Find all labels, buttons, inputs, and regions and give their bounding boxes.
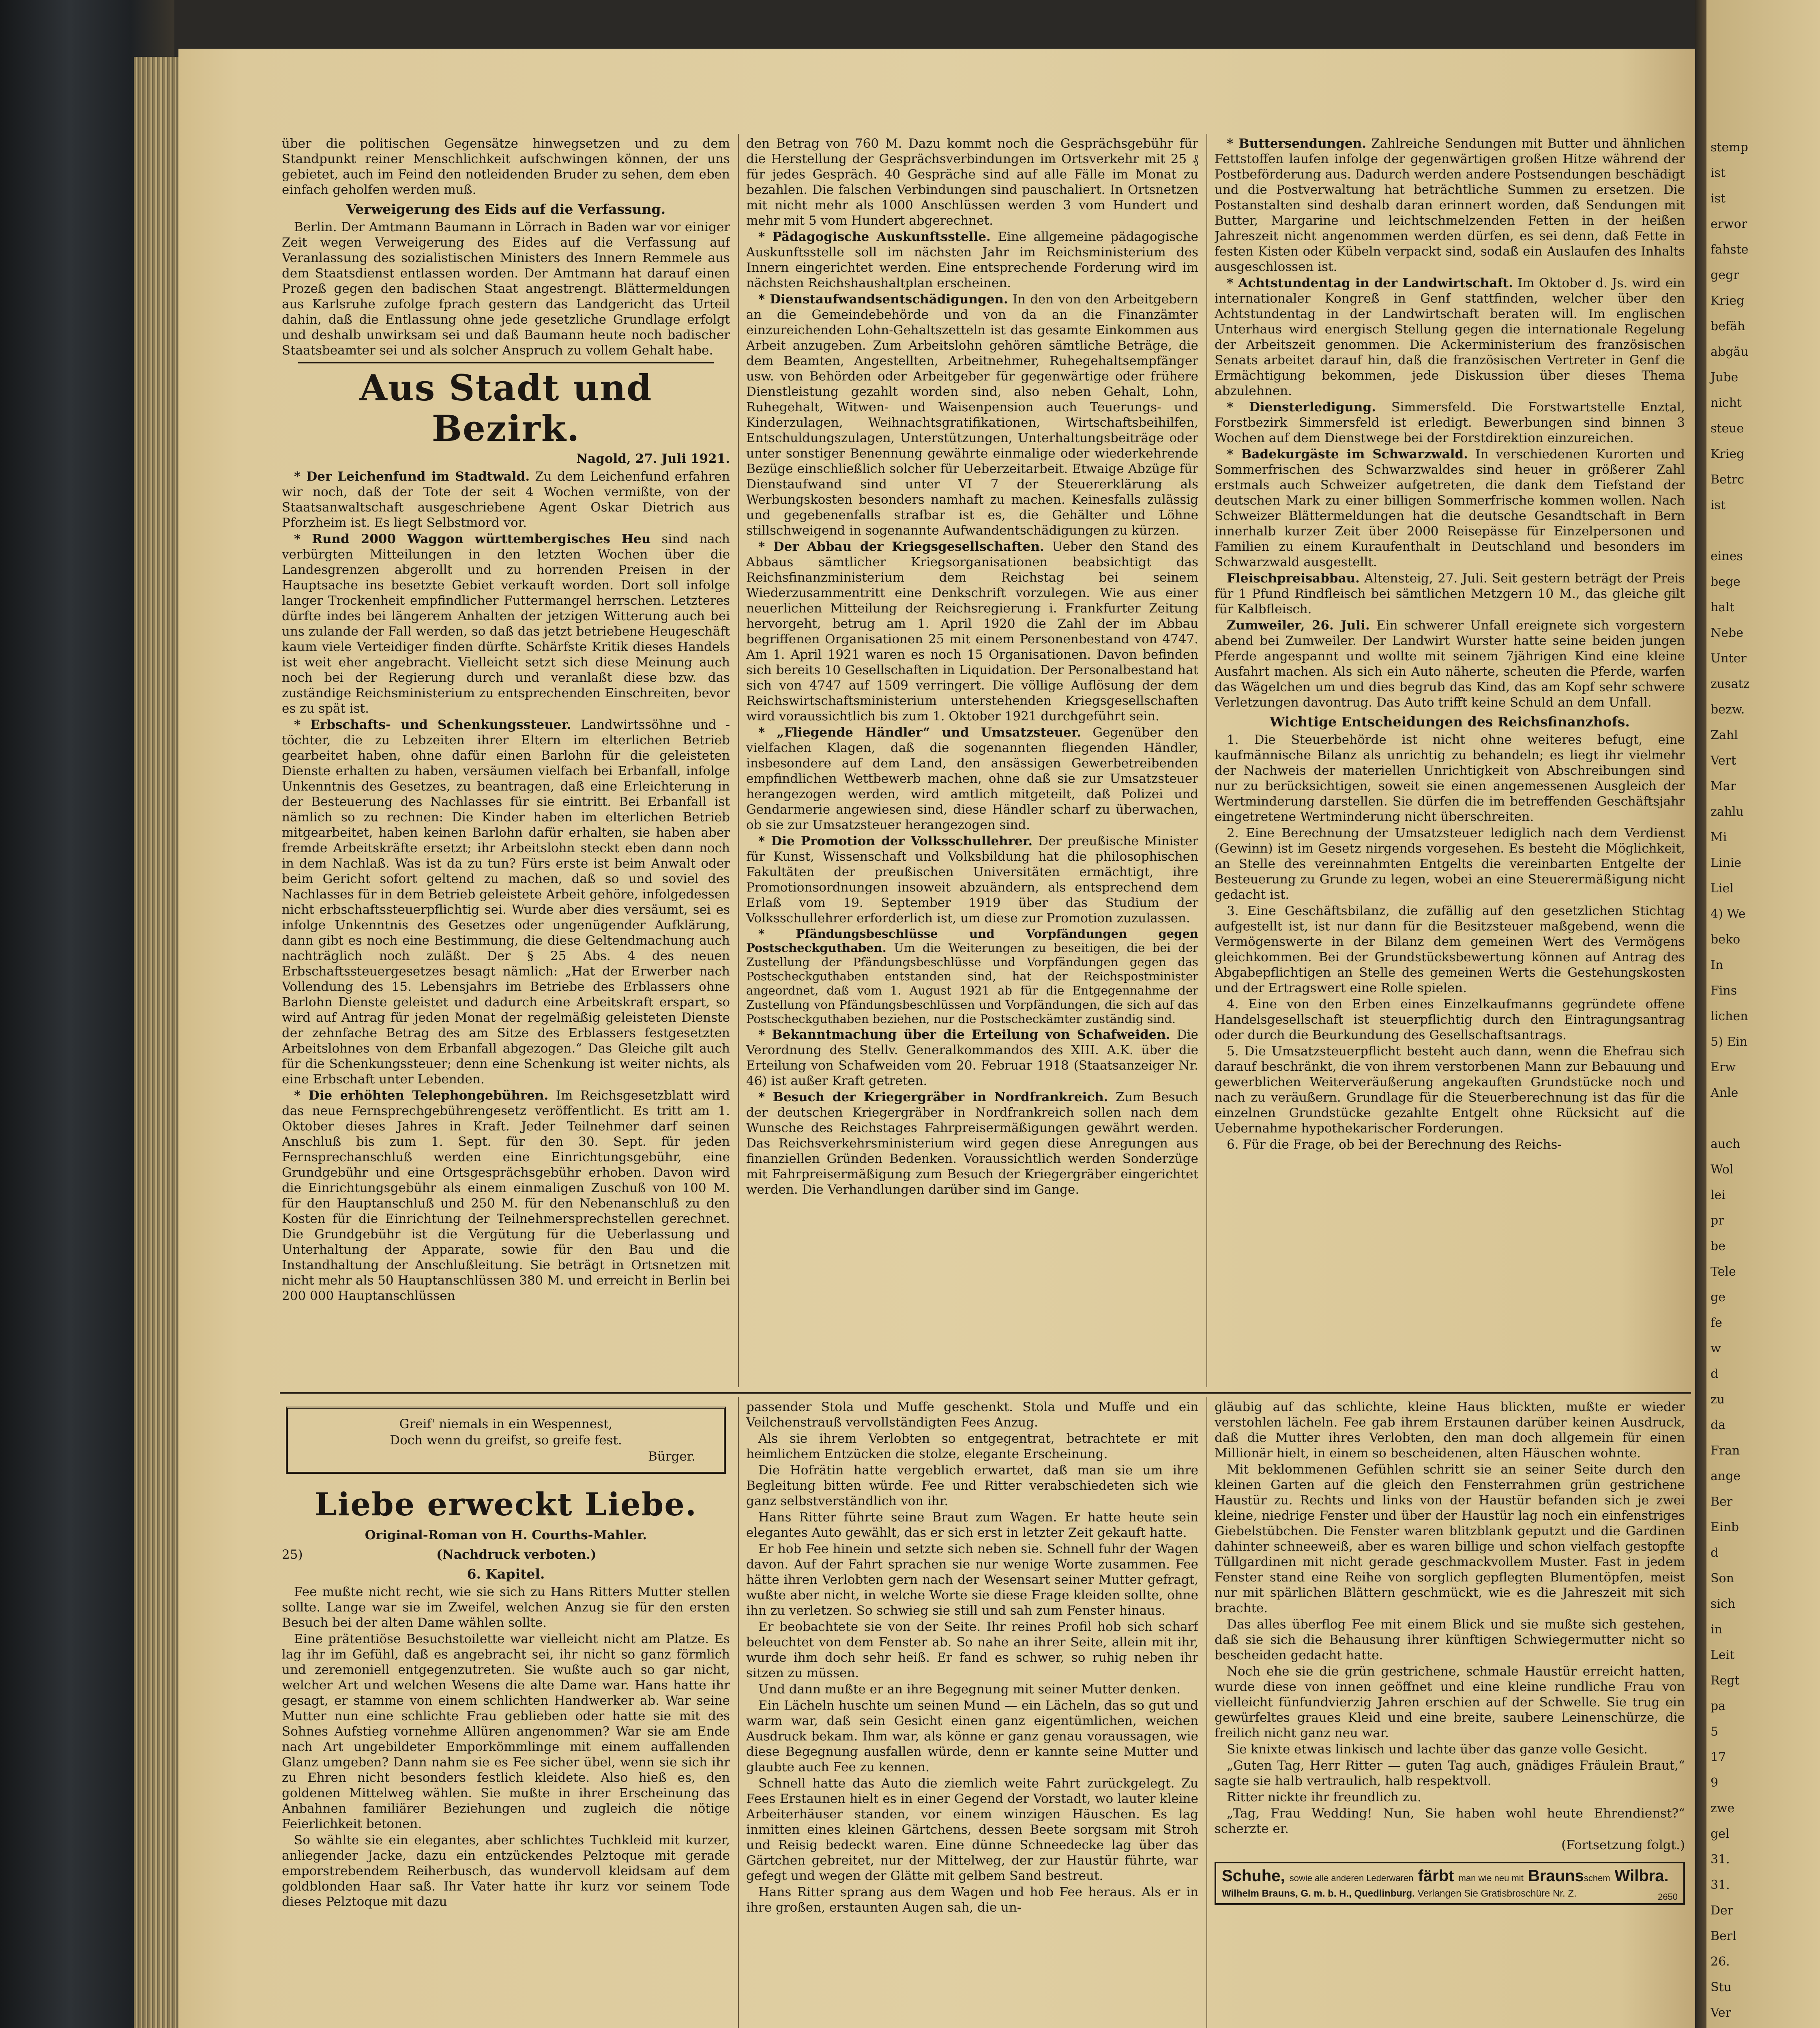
ad-small-text: sowie alle anderen Lederwaren bbox=[1289, 1873, 1414, 1883]
article-text: Ueber den Stand des Abbaus sämtlicher Kriegsorganisationen beabsichtigt das Reichsfinanzministerium dem Reichstag bei seinem Wiederzusammentritt eine Denkschrift vorzulegen. Wie aus einer neuerlichen Mitteilung der Reichsregierung i. Frankfurter Zeitung hervorgeht, betrug am 1. April 1920 die Zahl der im Abbau begriffenen Organisationen 25 mit einem Personenbestand von 4747. Am 1. April 1921 waren es noch 15 Organisationen. Davon befinden sich bereits 10 Gesellschaften in Liquidation. Der Personalbestand hat sich von 4747 auf 1509 verringert. Die völlige Auflösung der dem Reichswirtschaftsministerium unterstehenden Kriegsgesellschaften wird voraussichtlich bis zum 1. Oktober 1921 durchgeführt sein. bbox=[746, 539, 1198, 724]
ad-small-text: man wie neu mit bbox=[1458, 1873, 1524, 1883]
serial-text: passender Stola und Muffe geschenkt. Stola und Muffe und ein Veilchenstrauß vervollständigten Fees Anzug. bbox=[746, 1400, 1198, 1430]
adjacent-page-fragment: 9 bbox=[1711, 1776, 1719, 1790]
adjacent-page-fragment: 17 bbox=[1711, 1750, 1726, 1764]
serial-text: Mit beklommenen Gefühlen schritt sie an seiner Seite durch den kleinen Garten auf die gleich den Fensterrahmen grün gestrichene Haustür zu. Rechts und links von der Haustür befanden sich je zwei kleine, niedrige Fenster und über der Haustür lag noch ein einfenstriges Giebelstübchen. Die Fenster waren blitzblank geputzt und die Gardinen dahinter schneeweiß, aber es waren billige und schon vielfach gestopfte Tüllgardinen mit nicht gerade geschmackvollem Muster. Fast in jedem Fenster stand eine Reihe von sorglich gepflegten Blumentöpfen, meist nur mit spärlichen Blättern geschmückt, wie es die Jahreszeit mit sich brachte. bbox=[1215, 1462, 1685, 1616]
ad-word: Schuhe, bbox=[1222, 1867, 1285, 1885]
adjacent-page-fragment: Fran bbox=[1711, 1444, 1740, 1458]
adjacent-page-fragment: ge bbox=[1711, 1290, 1726, 1304]
adjacent-page-fragment: Stu bbox=[1711, 1980, 1732, 1994]
continuation-note: (Fortsetzung folgt.) bbox=[1561, 1838, 1685, 1852]
adjacent-page-fragment: gegr bbox=[1711, 268, 1739, 282]
reprint-notice: (Nachdruck verboten.) bbox=[436, 1547, 597, 1562]
book-binding bbox=[0, 0, 174, 2028]
item-heading: * Achtstundentag in der Landwirtschaft. bbox=[1227, 276, 1513, 290]
motto-box bbox=[286, 1407, 726, 1474]
ad-word: Wilbra. bbox=[1614, 1867, 1669, 1885]
serial-column-2 bbox=[746, 1399, 1198, 2028]
article-text: Im Oktober d. Js. wird ein internationaler Kongreß in Genf stattfinden, welcher über den Achtstundentag in der Landwirtschaft beraten will. Im englischen Unterhaus wird energisch Stellung gegen die internationale Regelung der Arbeitszeit genommen. Die Ackerministerium des französischen Senats arbeitet darauf hin, daß die französischen Vertreter in Genf die Ermächtigung bekommen, jede Diskussion über dieses Thema abzulehnen. bbox=[1215, 276, 1685, 398]
adjacent-page-fragment: Unter bbox=[1711, 651, 1747, 666]
rule bbox=[298, 362, 714, 363]
serial-text: Noch ehe sie die grün gestrichene, schmale Haustür erreicht hatten, wurde diese von innen geöffnet und eine kleine rundliche Frau von vielleicht fünfundvierzig Jahren erschien auf der Schwelle. Sie trug ein gewürfeltes graues Kleid und eine breite, saubere Leinenschürze, die freilich nicht ganz neu war. bbox=[1215, 1664, 1685, 1740]
serial-text: Das alles überflog Fee mit einem Blick und sie mußte sich gestehen, daß sie sich die Behausung ihrer künftigen Schwiegermutter nicht so bescheiden gedacht hatte. bbox=[1215, 1617, 1685, 1663]
adjacent-page-fragment: zu bbox=[1711, 1392, 1725, 1407]
adjacent-page-fragment: Wol bbox=[1711, 1162, 1734, 1177]
column-3-top bbox=[1215, 136, 1685, 1389]
adjacent-page-fragment: Fins bbox=[1711, 984, 1737, 998]
serial-text: Schnell hatte das Auto die ziemlich weite Fahrt zurückgelegt. Zu Fees Erstaunen hielt es in einer Gegend der Vorstadt, wo lauter kleine Arbeiterhäuser standen, vor einem winzigen Häuschen. Es lag inmitten eines kleinen Gärtchens, dessen Beete sorgsam mit Stroh und Reisig bedeckt waren. Eine dünne Schneedecke lag über das Gärtchen gebreitet, nur der Mittelweg, der zur Haustür führte, war gefegt und wegen der Glätte mit gelbem Sand bestreut. bbox=[746, 1776, 1198, 1883]
serial-text: Ein Lächeln huschte um seinen Mund — ein Lächeln, das so gut und warm war, daß sein Gesicht einen ganz eigentümlichen, weichen Ausdruck bekam. Ihm war, als könne er ganz genau voraussagen, wie diese Begegnung ausfallen würde, denn er kannte seine Mutter und glaubte auch Fee zu kennen. bbox=[746, 1698, 1198, 1774]
chapter-heading: 6. Kapitel. bbox=[467, 1566, 545, 1582]
item-heading: * Diensterledigung. bbox=[1227, 400, 1376, 415]
item-heading: Fleischpreisabbau. bbox=[1227, 571, 1360, 586]
adjacent-page-fragment: da bbox=[1711, 1418, 1726, 1432]
article-text: 3. Eine Geschäftsbilanz, die zufällig auf den gesetzlichen Stichtag aufgestellt ist, ist nur dann für die Besitzsteuer maßgebend, wenn die Vermögenswerte in der Bilanz dem gemeinen Wert des Vermögens gleichkommen. Bei der Grundstücksbewertung können auf Antrag des Abgabepflichtigen an Stelle des gemeinen Werts die Gestehungskosten und der Ertragswert eine Rolle spielen. bbox=[1215, 904, 1685, 995]
article-heading: Wichtige Entscheidungen des Reichsfinanzhofs. bbox=[1270, 714, 1630, 730]
adjacent-page-fragment: Liel bbox=[1711, 881, 1734, 896]
serial-text: Ritter nickte ihr freundlich zu. bbox=[1227, 1790, 1422, 1805]
item-heading: * Pfändungsbeschlüsse und Vorpfändungen gegen Postscheckguthaben. bbox=[746, 927, 1198, 955]
adjacent-page-fragment: befäh bbox=[1711, 319, 1745, 333]
page-edges bbox=[134, 57, 178, 2028]
adjacent-page-fragment: Mar bbox=[1711, 779, 1736, 793]
adjacent-page-fragment: Ver bbox=[1711, 2006, 1732, 2020]
adjacent-page-fragment: nicht bbox=[1711, 396, 1742, 410]
adjacent-page-fragment: bege bbox=[1711, 575, 1741, 589]
serial-text: gläubig auf das schlichte, kleine Haus blickten, mußte er wieder verstohlen lächeln. Fee gab ihrem Erstaunen darüber keinen Ausdruck, daß die Mutter ihres Verlobten, den man doch allgemein für einen Millionär hielt, in einem so bescheidenen, alten Häuschen wohnte. bbox=[1215, 1400, 1685, 1461]
adjacent-page-fragment: Jube bbox=[1711, 370, 1738, 385]
adjacent-page-fragment: 5) Ein bbox=[1711, 1035, 1748, 1049]
article-text: Der preußische Minister für Kunst, Wissenschaft und Volksbildung hat die philosophischen Fakultäten der preußischen Universitäten ermächtigt, ihre Promotionsordnungen insoweit abzuändern, als entsprechend dem Erlaß vom 19. September 1919 über das Studium der Volksschullehrer erforderlich ist, um diese zur Promotion zuzulassen. bbox=[746, 834, 1198, 926]
item-heading: * „Fliegende Händler“ und Umsatzsteuer. bbox=[758, 725, 1082, 740]
adjacent-page-fragment: pr bbox=[1711, 1214, 1724, 1228]
ad-code: 2650 bbox=[1658, 1892, 1678, 1902]
adjacent-page-fragment: In bbox=[1711, 958, 1723, 972]
adjacent-page-fragment: fahste bbox=[1711, 243, 1749, 257]
article-text: Berlin. Der Amtmann Baumann in Lörrach in Baden war vor einiger Zeit wegen Verweigerung des Eides auf die Verfassung auf Veranlassung des sozialistischen Ministers des Innern Remmele aus dem Staatsdienst entlassen worden. Der Amtmann hat darauf einen Prozeß gegen den badischen Staat angestrengt. Blättermeldungen aus Karlsruhe zufolge fprach gestern das Landgericht das Urteil dahin, daß die Entlassung ohne jede gesetzliche Grundlage erfolgt und deshalb unwirksam sei und daß Baumann heute noch badischer Staatsbeamter sei und als solcher Anspruch zu vollem Gehalt habe. bbox=[282, 220, 730, 358]
adjacent-page-fragment: steue bbox=[1711, 421, 1744, 436]
article-text: Um die Weiterungen zu beseitigen, die bei der Zustellung der Pfändungsbeschlüsse und Vorpfändungen gegen das Postscheckguthaben entstanden sind, hat der Reichspostminister angeordnet, daß vom 1. August 1921 ab für die Entgegennahme der Zustellung von Pfändungsbeschlüssen und Vorpfändungen, die sich auf das Postscheckguthaben beziehen, nur die Postscheckämter zuständig sind. bbox=[746, 941, 1198, 1026]
item-heading: Zumweiler, 26. Juli. bbox=[1227, 618, 1370, 633]
serial-title: Liebe erweckt Liebe. bbox=[314, 1486, 698, 1523]
adjacent-page-fragment: bezw. bbox=[1711, 702, 1745, 717]
item-heading: * Rund 2000 Waggon württembergisches Heu bbox=[294, 532, 651, 546]
article-text: Zu dem Leichenfund erfahren wir noch, daß der Tote der seit 4 Wochen vermißte, von der Staatsanwaltschaft ausgeschriebene Agent Oskar Dietrich aus Pforzheim ist. Es liegt Selbstmord vor. bbox=[282, 469, 730, 530]
article-text: Im Reichsgesetzblatt wird das neue Fernsprechgebührengesetz veröffentlicht. Es tritt am 1. Oktober dieses Jahres in Kraft. Jeder Teilnehmer darf seinen Anschluß bis zum 1. Sept. für den 30. Sept. für jeden Fernsprechanschluß werden eine Einrichtungsgebühr, eine Grundgebühr und eine Ortsgesprächsgebühr erhoben. Davon wird die Einrichtungsgebühr als einem einmaligen Zuschuß von 100 M. für den Hauptanschluß und 250 M. für den Nebenanschluß zu den Kosten für die Einrichtung der Teilnehmersprechstellen gerechnet. Die Grundgebühr ist die Vergütung für die Ueberlassung und Unterhaltung der Apparate, sowie für den Bau und die Instandhaltung der Anschlußleitung. Sie beträgt in Ortsnetzen mit nicht mehr als 50 Hauptanschlüssen 380 M. und erreicht in Berlin bei 200 000 Hauptanschlüssen bbox=[282, 1088, 730, 1303]
serial-text: Fee mußte nicht recht, wie sie sich zu Hans Ritters Mutter stellen sollte. Lange war sie im Zweifel, welchen Anzug sie für den ersten Besuch bei der alten Dame wählen sollte. bbox=[282, 1585, 730, 1630]
item-heading: * Badekurgäste im Schwarzwald. bbox=[1227, 447, 1468, 462]
article-text: 6. Für die Frage, ob bei der Berechnung des Reichs- bbox=[1227, 1137, 1562, 1152]
adjacent-page-fragment: Tele bbox=[1711, 1265, 1736, 1279]
adjacent-page-fragment: Der bbox=[1711, 1903, 1734, 1918]
adjacent-page-fragment: Krieg bbox=[1711, 294, 1745, 308]
item-heading: * Erbschafts- und Schenkungssteuer. bbox=[294, 718, 571, 732]
section-title: Aus Stadt und Bezirk. bbox=[359, 367, 652, 449]
column-divider bbox=[1206, 1397, 1207, 2028]
adjacent-page-fragment: ist bbox=[1711, 498, 1726, 512]
column-1-top bbox=[282, 136, 730, 1389]
article-text: Gegenüber den vielfachen Klagen, daß die sogenannten fliegenden Händler, insbesondere auf dem Land, den ansässigen Gewerbetreibenden empfindlichen Wettbewerb machen, ohne daß sie zur Umsatzsteuer herangezogen werden, wird amtlich mitgeteilt, daß Polizei und Gendarmerie angewiesen sind, diese Händler scharf zu überwachen, ob sie zur Umsatzsteuer herangezogen sind. bbox=[746, 725, 1198, 832]
adjacent-page-fragment: abgäu bbox=[1711, 345, 1749, 359]
adjacent-page-fragment: zusatz bbox=[1711, 677, 1750, 691]
item-heading: * Bekanntmachung über die Erteilung von Schafweiden. bbox=[758, 1027, 1170, 1042]
adjacent-page-fragment: Berl bbox=[1711, 1929, 1736, 1943]
adjacent-page-fragment: ange bbox=[1711, 1469, 1741, 1483]
ad-offer: Verlangen Sie Gratisbroschüre Nr. Z. bbox=[1417, 1888, 1577, 1899]
serial-text: Sie knixte etwas linkisch und lachte über das ganze volle Gesicht. bbox=[1227, 1742, 1648, 1757]
adjacent-page-fragment: Krieg bbox=[1711, 447, 1745, 461]
serial-text: Er hob Fee hinein und setzte sich neben sie. Schnell fuhr der Wagen davon. Auf der Fahrt sprachen sie nur wenige Worte zusammen. Fee hätte ihren Verlobten gern nach der Wesensart seiner Mutter gefragt, wußte aber nicht, in welche Worte sie diese Frage kleiden sollte, ohne ihn zu verletzen. So schwieg sie still und sah zum Fenster hinaus. bbox=[746, 1542, 1198, 1618]
serial-text: „Guten Tag, Herr Ritter — guten Tag auch, gnädiges Fräulein Braut,“ sagte sie halb vertraulich, halb respektvoll. bbox=[1215, 1758, 1685, 1788]
serial-byline: Original-Roman von H. Courths-Mahler. bbox=[365, 1528, 647, 1542]
serial-text: Eine prätentiöse Besuchstoilette war vielleicht nicht am Platze. Es lag ihr im Gefühl, daß es angebracht sei, ihr nicht so ganz förmlich und zeremoniell entgegenzutreten. Sie wußte auch so gar nicht, welcher Art und welchen Wesens die alte Dame war. Hans hatte ihr gesagt, er stamme von einem schlichten Handwerker ab. War seine Mutter nun eine schlichte Frau geblieben oder hatte sie mit des Sohnes Aufstieg vornehme Allüren angenommen? War sie am Ende nach Art ungebildeter Emporkömmlinge mit einem auffallenden Glanz umgeben? Dann nahm sie es Fee sicher übel, wenn sie sich ihr zu Ehren nicht besonders festlich kleidete. Also hieß es, den goldenen Mittelweg wählen. Sie mußte in ihrer Erscheinung das Anbahnen familiärer Beziehungen und zugleich die nötige Feierlichkeit betonen. bbox=[282, 1632, 730, 1831]
adjacent-page-fragment: Regt bbox=[1711, 1674, 1740, 1688]
adjacent-page-fragment: d bbox=[1711, 1367, 1719, 1381]
serial-text: Er beobachtete sie von der Seite. Ihr reines Profil hob sich scharf beleuchtet von dem Fenster ab. So nahe an ihrer Seite, allein mit ihr, wurde ihm doch sehr heiß. Er fand es schwer, so ruhig neben ihr sitzen zu müssen. bbox=[746, 1620, 1198, 1680]
article-text: Landwirtssöhne und -töchter, die zu Lebzeiten ihrer Eltern im elterlichen Betrieb gearbeitet haben, ohne dafür einen Barlohn für die geleisteten Dienste erhalten zu haben, versäumen vielfach bei Erbanfall, infolge Unkenntnis des Gesetzes, zu beantragen, daß eine Erleichterung in der Besteuerung des Nachlasses für sie eintritt. Bei Erbanfall ist nämlich so zu rechnen: Die Kinder haben im elterlichen Betrieb mitgearbeitet, haben keinen Barlohn dafür erhalten, sie haben aber fremde Arbeitskräfte ersetzt; ihr Arbeitslohn steckt eben dann noch in dem Nachlaß. Was ist da zu tun? Fürs erste ist beim Anwalt oder beim Gericht sofort geltend zu machen, daß so und soviel des Nachlasses für in dem Betrieb geleistete Arbeit gehöre, infolgedessen nicht erbschaftssteuerpflichtig sei. Wurde aber dies versäumt, sei es infolge Unkenntnis des Gesetzes oder ungenügender Aufklärung, dann gibt es noch eine Bestimmung, die diese Geltendmachung auch nachträglich noch zuläßt. Der § 25 Abs. 4 des neuen Erbschaftssteuergesetzes besagt nämlich: „Hat der Erwerber nach Vollendung des 15. Lebensjahrs im Betriebe des Erblassers ohne Barlohn Dienste geleistet und dadurch eine Arbeitskraft erspart, so wird auf Antrag für jeden Monat der regelmäßig geleisteten Dienste der zehnfache Betrag des am Sitze des Erblassers festgesetzten Arbeitslohnes von dem Erbanfall abgezogen.“ Das Gleiche gilt auch für die Schenkungssteuer; denn eine Schenkung ist weiter nichts, als eine Erbschaft unter Lebenden. bbox=[282, 718, 730, 1087]
advertisement bbox=[1215, 1862, 1685, 1905]
article-text: Zahlreiche Sendungen mit Butter und ähnlichen Fettstoffen laufen infolge der gegenwärtigen großen Hitze während der Postbeförderung aus. Dadurch werden andere Postsendungen beschädigt und die Postverwaltung hat beträchtliche Summen zu ersetzen. Die Postanstalten sind deshalb daran erinnert worden, daß Sendungen mit Butter, Margarine und leichtschmelzenden Fetten in der heißen Jahreszeit nicht angenommen werden dürfen, es sei denn, daß Fette in festen Kisten oder Kübeln verpackt sind, sodaß ein Auslaufen des Inhalts ausgeschlossen ist. bbox=[1215, 136, 1685, 274]
item-heading: * Der Leichenfund im Stadtwald. bbox=[294, 469, 530, 484]
column-divider bbox=[1206, 134, 1207, 1387]
serial-text: „Tag, Frau Wedding! Nun, Sie haben wohl heute Ehrendienst?“ scherzte er. bbox=[1215, 1806, 1685, 1836]
adjacent-page-fragment: Zahl bbox=[1711, 728, 1738, 742]
adjacent-page-fragment: Vert bbox=[1711, 754, 1736, 768]
adjacent-page-fragment: Leit bbox=[1711, 1648, 1735, 1662]
adjacent-page-fragment: d bbox=[1711, 1546, 1719, 1560]
serial-number: 25) bbox=[282, 1547, 303, 1562]
adjacent-page-fragment: lichen bbox=[1711, 1009, 1748, 1023]
adjacent-page-fragment: w bbox=[1711, 1341, 1721, 1356]
adjacent-page-fragment: lei bbox=[1711, 1188, 1726, 1202]
serial-text: Hans Ritter sprang aus dem Wagen und hob Fee heraus. Als er in ihre großen, erstaunten Augen sah, die un- bbox=[746, 1885, 1198, 1915]
article-text: 4. Eine von den Erben eines Einzelkaufmanns gegründete offene Handelsgesellschaft ist steuerpflichtig durch den Eintragungsantrag oder durch die Beurkundung des Gesellschaftsantrags. bbox=[1215, 997, 1685, 1042]
serial-column-3 bbox=[1215, 1399, 1685, 2028]
adjacent-page-fragment: zwe bbox=[1711, 1801, 1735, 1815]
article-text: Eine allgemeine pädagogische Auskunftsstelle soll im nächsten Jahr im Reichsministerium des Innern eingerichtet werden. Eine entsprechende Forderung wird im nächsten Reichshaushaltplan erscheinen. bbox=[746, 230, 1198, 290]
article-text: Simmersfeld. Die Forstwartstelle Enztal, Forstbezirk Simmersfeld ist erledigt. Bewerbungen sind binnen 3 Wochen auf dem Dienstwege bei der Forstdirektion einzureichen. bbox=[1215, 400, 1685, 445]
column-2-top bbox=[746, 136, 1198, 1389]
adjacent-page-fragment: Nebe bbox=[1711, 626, 1743, 640]
article-text: über die politischen Gegensätze hinwegsetzen und zu dem Standpunkt reiner Menschlichkeit aufschwingen können, der uns gebietet, auch im Feind den notleidenden Bruder zu sehen, dem eben einfach geholfen werden muß. bbox=[282, 136, 730, 197]
adjacent-page-fragment: zahlu bbox=[1711, 805, 1744, 819]
article-heading: Verweigerung des Eids auf die Verfassung. bbox=[346, 201, 666, 217]
article-text: sind nach verbürgten Mitteilungen in den letzten Wochen über die Landesgrenzen abgerollt und zu horrenden Preisen in der Hauptsache ins besetzte Gebiet verkauft worden. Dort soll infolge langer Trockenheit empfindlicher Futtermangel herrschen. Letzteres dürfte indes bei längerem Anhalten der jetzigen Witterung auch bei uns zulande der Fall werden, so daß das jetzt betriebene Heugeschäft kaum viele Verteidiger finden dürfte. Schärfste Kritik dieses Handels ist weit eher angebracht. Vielleicht setzt sich diese Meinung auch noch bei der Regierung durch und veranlaßt diese bzw. das zuständige Reichsministerium zu entsprechenden Einschreiten, bevor es zu spät ist. bbox=[282, 532, 730, 716]
adjacent-page-fragment: 4) We bbox=[1711, 907, 1746, 921]
article-text: 2. Eine Berechnung der Umsatzsteuer lediglich nach dem Verdienst (Gewinn) ist im Gesetz nirgends vorgesehen. Es besteht die Möglichkeit, an Stelle des vereinnahmten Entgelts die vereinbarten Entgelte der Besteuerung zu Grunde zu legen, wobei an eine Steuerermäßigung nicht gedacht ist. bbox=[1215, 826, 1685, 902]
column-divider bbox=[738, 134, 739, 1387]
adjacent-page-fragment: 26. bbox=[1711, 1955, 1730, 1969]
adjacent-page-fragment: Betrc bbox=[1711, 473, 1744, 487]
adjacent-page-fragment: ist bbox=[1711, 166, 1726, 180]
article-text: In den von den Arbeitgebern an die Gemeindebehörde und von da an die Finanzämter einzureichenden Lohn-Gehaltszetteln ist das gesamte Einkommen aus Arbeit anzugeben. Zum Arbeitslohn gehören sämtliche Beträge, die dem Beamten, Angestellten, Arbeitnehmer, Ruhegehaltsempfänger usw. von Behörden oder Arbeitgeber für gegenwärtige oder frühere Dienstleistung gezahlt worden sind, also neben Gehalt, Lohn, Ruhegehalt, Witwen- und Waisenpension auch Teuerungs- und Kinderzulagen, Weihnachtsgratifikationen, Wirtschaftsbeihilfen, Entschuldungszulagen, Unterstützungen, Unterhaltungsbeiträge oder unter sonstiger Benennung gewährte einmalige oder wiederkehrende Bezüge einschließlich solcher für Ueberzeitarbeit. Etwaige Abzüge für Dienstaufwand sind unter VI 7 der Steuererklärung als Werbungskosten besonders namhaft zu machen. Keinesfalls zulässig und gegebenenfalls strafbar ist es, die Gehälter und Löhne stillschweigend in sogenannte Aufwandentschädigungen zu kürzen. bbox=[746, 292, 1198, 538]
serial-column-1 bbox=[282, 1399, 730, 2028]
item-heading: * Besuch der Kriegergräber in Nordfrankreich. bbox=[758, 1090, 1108, 1104]
column-divider bbox=[738, 1397, 739, 2028]
article-text: 1. Die Steuerbehörde ist nicht ohne weiteres befugt, eine kaufmännische Bilanz als unrichtig zu behandeln; es liegt ihr vielmehr der Nachweis der materiellen Unrichtigkeit von Abschreibungen sind nur zu berücksichtigen, soweit sie einen angemessenen Ausgleich der Wertminderung darstellen. Sie dürfen die im betreffenden Geschäftsjahr eingetretene Wertminderung nicht überschreiten. bbox=[1215, 733, 1685, 824]
serial-text: So wählte sie ein elegantes, aber schlichtes Tuchkleid mit kurzer, anliegender Jacke, dazu ein entzückendes Pelztoque mit gerade emporstrebendem Reiherbusch, das wundervoll kleidsam auf dem goldblonden Haar saß. Ihr Vater hatte ihr kurz vor seinem Tode dieses Pelztoque mit dazu bbox=[282, 1833, 730, 1909]
ad-firm: Wilhelm Brauns, G. m. b. H., Quedlinburg. bbox=[1222, 1888, 1415, 1899]
adjacent-page-fragment: eines bbox=[1711, 549, 1743, 563]
item-heading: * Der Abbau der Kriegsgesellschaften. bbox=[758, 539, 1044, 554]
adjacent-page-fragment: Mi bbox=[1711, 830, 1727, 844]
adjacent-page-fragment: 31. bbox=[1711, 1852, 1730, 1867]
page-gutter bbox=[1695, 0, 1706, 2028]
adjacent-page-fragment: sich bbox=[1711, 1597, 1736, 1611]
adjacent-page-fragment: gel bbox=[1711, 1827, 1730, 1841]
adjacent-page-fragment: ist bbox=[1711, 191, 1726, 206]
item-heading: * Die Promotion der Volksschullehrer. bbox=[758, 834, 1033, 849]
adjacent-page-fragment: Ber bbox=[1711, 1495, 1733, 1509]
item-heading: * Dienstaufwandsentschädigungen. bbox=[758, 292, 1008, 307]
adjacent-page-fragment: stemp bbox=[1711, 140, 1748, 155]
item-heading: * Die erhöhten Telephongebühren. bbox=[294, 1088, 549, 1103]
motto-author: Bürger. bbox=[648, 1449, 695, 1464]
article-text: 5. Die Umsatzsteuerpflicht besteht auch dann, wenn die Ehefrau sich darauf beschränkt, die von ihrem verstorbenen Mann zur Bebauung und gewerblichen Weiterveräußerung angekauften Grundstücke noch und nach zu veräußern. Grundlage für die Steuerberechnung ist das für die einzelnen Grundstücke gezahlte Entgelt ohne Rücksicht auf die Uebernahme hypothekarischer Forderungen. bbox=[1215, 1044, 1685, 1136]
article-text: Ein schwerer Unfall ereignete sich vorgestern abend bei Zumweiler. Der Landwirt Wurster hatte seine beiden jungen Pferde angespannt und wollte mit seinem 7jährigen Kind eine kleine Ausfahrt machen. Als sich ein Auto näherte, scheuten die Pferde, warfen das Wägelchen um und dies begrub das Kind, das am Kopf sehr schwere Verletzungen davontrug. Das Auto trifft keine Schuld an dem Unfall. bbox=[1215, 618, 1685, 710]
article-text: Zum Besuch der deutschen Kriegergräber in Nordfrankreich sollen nach dem Wunsche des Reichstages Fahrpreisermäßigungen gewährt werden. Das Reichsverkehrsministerium wird gegen diese Anregungen aus finanziellen Gründen Bedenken. Voraussichtlich werden Sonderzüge mit Fahrpreisermäßigung zum Besuch der Kriegergräber eingerichtet werden. Die Verhandlungen darüber sind im Gange. bbox=[746, 1090, 1198, 1197]
ad-small-text: schem bbox=[1584, 1873, 1610, 1883]
adjacent-page-fragment: be bbox=[1711, 1239, 1726, 1253]
adjacent-page-fragment: in bbox=[1711, 1622, 1722, 1637]
motto-line: Doch wenn du greifst, so greife fest. bbox=[390, 1433, 622, 1448]
serial-text: Die Hofrätin hatte vergeblich erwartet, daß man sie um ihre Begleitung bitten würde. Fee und Ritter verabschiedeten sich wie ganz selbstverständlich von ihr. bbox=[746, 1463, 1198, 1508]
adjacent-page-fragment: erwor bbox=[1711, 217, 1747, 231]
adjacent-page-fragment: pa bbox=[1711, 1699, 1726, 1713]
serial-text: Als sie ihrem Verlobten so entgegentrat, betrachtete er mit heimlichem Entzücken die stolze, elegante Erscheinung. bbox=[746, 1431, 1198, 1461]
adjacent-page-fragment: 5 bbox=[1711, 1725, 1719, 1739]
adjacent-page-fragment: beko bbox=[1711, 932, 1741, 947]
adjacent-page-fragment: Einb bbox=[1711, 1520, 1739, 1534]
item-heading: * Buttersendungen. bbox=[1227, 136, 1367, 151]
adjacent-page-fragment: Son bbox=[1711, 1571, 1734, 1585]
adjacent-page-fragment: Anle bbox=[1711, 1086, 1738, 1100]
motto-line: Greif' niemals in ein Wespennest, bbox=[399, 1417, 613, 1431]
adjacent-page-fragment: Linie bbox=[1711, 856, 1742, 870]
section-separator bbox=[280, 1392, 1691, 1394]
ad-word: Brauns bbox=[1528, 1867, 1584, 1885]
adjacent-page-fragment: 31. bbox=[1711, 1878, 1730, 1892]
serial-text: Hans Ritter führte seine Braut zum Wagen. Er hatte heute sein elegantes Auto gewählt, das er sich erst in letzter Zeit gekauft hatte. bbox=[746, 1510, 1198, 1540]
article-text: In verschiedenen Kurorten und Sommerfrischen des Schwarzwaldes sind heuer in größerer Zahl erstmals auch Schweizer aufgetreten, die dank dem Tiefstand der deutschen Mark zu einer billigen Sommerfrische kommen wollen. Nach Schweizer Blättermeldungen hat die deutsche Gesandtschaft in Bern innerhalb kurzer Zeit über 2000 Reisepässe für Einzelpersonen und Familien zu einem Kuraufenthalt in Deutschland und besonders im Schwarzwald ausgestellt. bbox=[1215, 447, 1685, 569]
ad-word: färbt bbox=[1418, 1867, 1454, 1885]
article-text: den Betrag von 760 M. Dazu kommt noch die Gesprächsgebühr für die Herstellung der Gesprächsverbindungen im Ortsverkehr mit 25 ₰ für jedes Gespräch. 40 Gespräche sind auf alle Fälle im Monat zu bezahlen. Die falschen Verbindungen sind pauschaliert. In Ortsnetzen mit nicht mehr als 1000 Anschlüssen werden 3 vom Hundert und mehr mit 5 vom Hundert abgerechnet. bbox=[746, 136, 1198, 228]
article-text: Altensteig, 27. Juli. Seit gestern beträgt der Preis für 1 Pfund Rindfleisch bei sämtlichen Metzgern 10 M., das gleiche gilt für Kalbfleisch. bbox=[1215, 571, 1685, 617]
adjacent-page-fragment: halt bbox=[1711, 600, 1734, 614]
adjacent-page-fragment: fe bbox=[1711, 1316, 1722, 1330]
adjacent-page-fragment: Erw bbox=[1711, 1060, 1736, 1074]
adjacent-page-fragment: auch bbox=[1711, 1137, 1741, 1151]
article-text: Die Verordnung des Stellv. Generalkommandos des XIII. A.K. über die Erteilung von Schafweiden vom 20. Februar 1918 (Staatsanzeiger Nr. 46) ist außer Kraft getreten. bbox=[746, 1027, 1198, 1088]
item-heading: * Pädagogische Auskunftsstelle. bbox=[758, 230, 991, 244]
serial-text: Und dann mußte er an ihre Begegnung mit seiner Mutter denken. bbox=[758, 1682, 1181, 1697]
dateline: Nagold, 27. Juli 1921. bbox=[576, 451, 730, 466]
